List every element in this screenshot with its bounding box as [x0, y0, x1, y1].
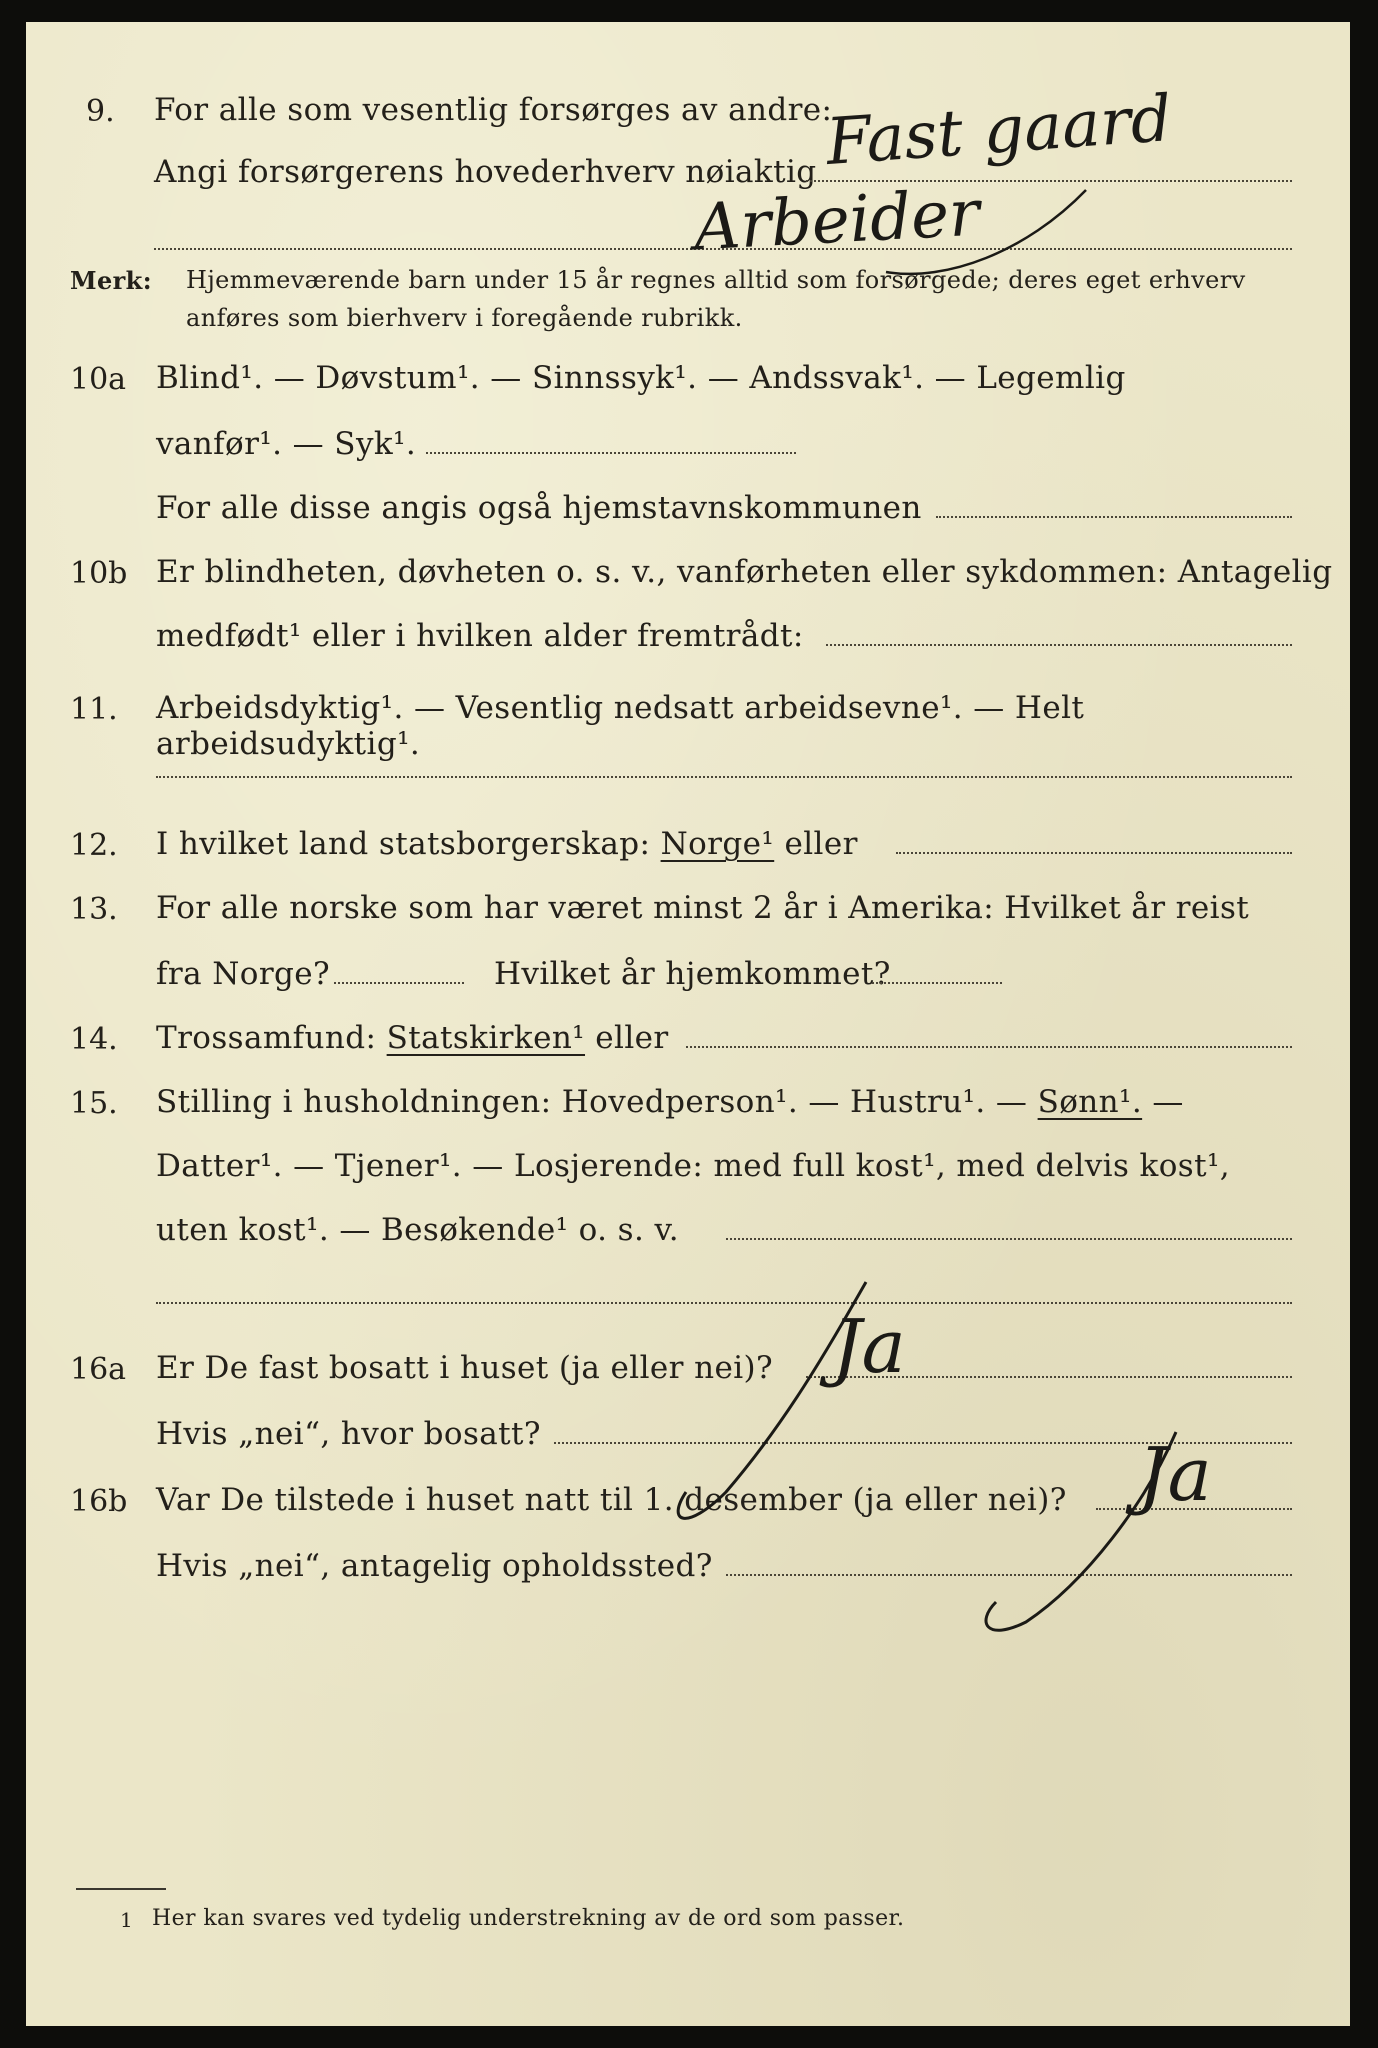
census-form-page [26, 22, 1350, 2026]
question-9-line-1: For alle som vesentlig forsørges av andre: [154, 92, 833, 128]
question-13-line-2a: fra Norge? [156, 956, 331, 992]
question-11-number: 11. [70, 692, 118, 727]
question-13-line-2b: Hvilket år hjemkommet? [494, 956, 891, 992]
question-16b-line-1: Var De tilstede i huset natt til 1. desember (ja eller nei)? [156, 1482, 1067, 1518]
handwritten-answer-9-2: Arbeider [692, 176, 982, 266]
question-16a-number: 16a [70, 1352, 127, 1387]
question-10b-line-1: Er blindheten, døvheten o. s. v., vanførheten eller sykdommen: Antagelig [156, 554, 1333, 590]
note-label: Merk: [70, 266, 152, 295]
question-10a-line-3: For alle disse angis også hjemstavnskommunen [156, 490, 922, 526]
question-14-suffix: eller [595, 1020, 669, 1056]
question-16b-line-2: Hvis „nei“, antagelig opholdssted? [156, 1548, 713, 1584]
question-14-prefix: Trossamfund: [156, 1020, 377, 1056]
question-13-line-1: For alle norske som har været minst 2 år i Amerika: Hvilket år reist [156, 890, 1250, 926]
question-9-line-2: Angi forsørgerens hovederhverv nøiaktig [154, 154, 817, 190]
question-10b-line-2: medfødt¹ eller i hvilken alder fremtrådt: [156, 618, 804, 654]
handwritten-answer-9-1: Fast gaard [823, 82, 1175, 180]
question-15-line-1-prefix: Stilling i husholdningen: Hovedperson¹. — Hustru¹. — [156, 1084, 1028, 1120]
question-16a-line-2: Hvis „nei“, hvor bosatt? [156, 1416, 541, 1452]
question-15-number: 15. [70, 1086, 118, 1121]
question-16a-line-1: Er De fast bosatt i huset (ja eller nei)? [156, 1350, 774, 1386]
question-11-line-1: Arbeidsdyktig¹. — Vesentlig nedsatt arbeidsevne¹. — Helt arbeidsudyktig¹. [156, 690, 1085, 762]
question-10a-line-1: Blind¹. — Døvstum¹. — Sinnssyk¹. — Andssvak¹. — Legemlig [156, 360, 1126, 396]
question-14-selected-option: Statskirken¹ [386, 1020, 586, 1056]
note-line-2: anføres som bierhverv i foregående rubrikk. [186, 304, 743, 332]
question-10b-number: 10b [70, 556, 128, 591]
handwritten-answer-16a: Ja [832, 1304, 906, 1390]
handwritten-stroke-1 [678, 1282, 866, 1518]
question-12-suffix: eller [784, 826, 858, 862]
question-13-number: 13. [70, 892, 118, 927]
question-12-selected-option: Norge¹ [660, 826, 775, 862]
question-16b-number: 16b [70, 1484, 128, 1519]
footnote-mark: 1 [120, 1908, 134, 1932]
question-14-number: 14. [70, 1022, 118, 1057]
footnote-rule [76, 1888, 166, 1890]
handwritten-answer-16b: Ja [1138, 1432, 1212, 1518]
question-15-line-2: Datter¹. — Tjener¹. — Losjerende: med full kost¹, med delvis kost¹, [156, 1148, 1231, 1184]
question-15-line-1-suffix: — [1152, 1084, 1184, 1120]
footnote-text: Her kan svares ved tydelig understrekning av de ord som passer. [152, 1906, 905, 1931]
handwritten-strokes [26, 22, 1350, 2026]
question-15-line-3: uten kost¹. — Besøkende¹ o. s. v. [156, 1212, 679, 1248]
note-line-1: Hjemmeværende barn under 15 år regnes alltid som forsørgede; deres eget erhverv [186, 266, 1246, 294]
question-12-prefix: I hvilket land statsborgerskap: [156, 826, 651, 862]
question-12-number: 12. [70, 828, 118, 863]
question-10a-line-2: vanfør¹. — Syk¹. [156, 426, 417, 462]
handwritten-stroke-3 [886, 190, 1086, 274]
question-9-number: 9. [86, 94, 115, 129]
question-10a-number: 10a [70, 362, 127, 397]
handwritten-stroke-2 [986, 1432, 1176, 1630]
question-15-selected-option: Sønn¹. [1037, 1084, 1143, 1120]
